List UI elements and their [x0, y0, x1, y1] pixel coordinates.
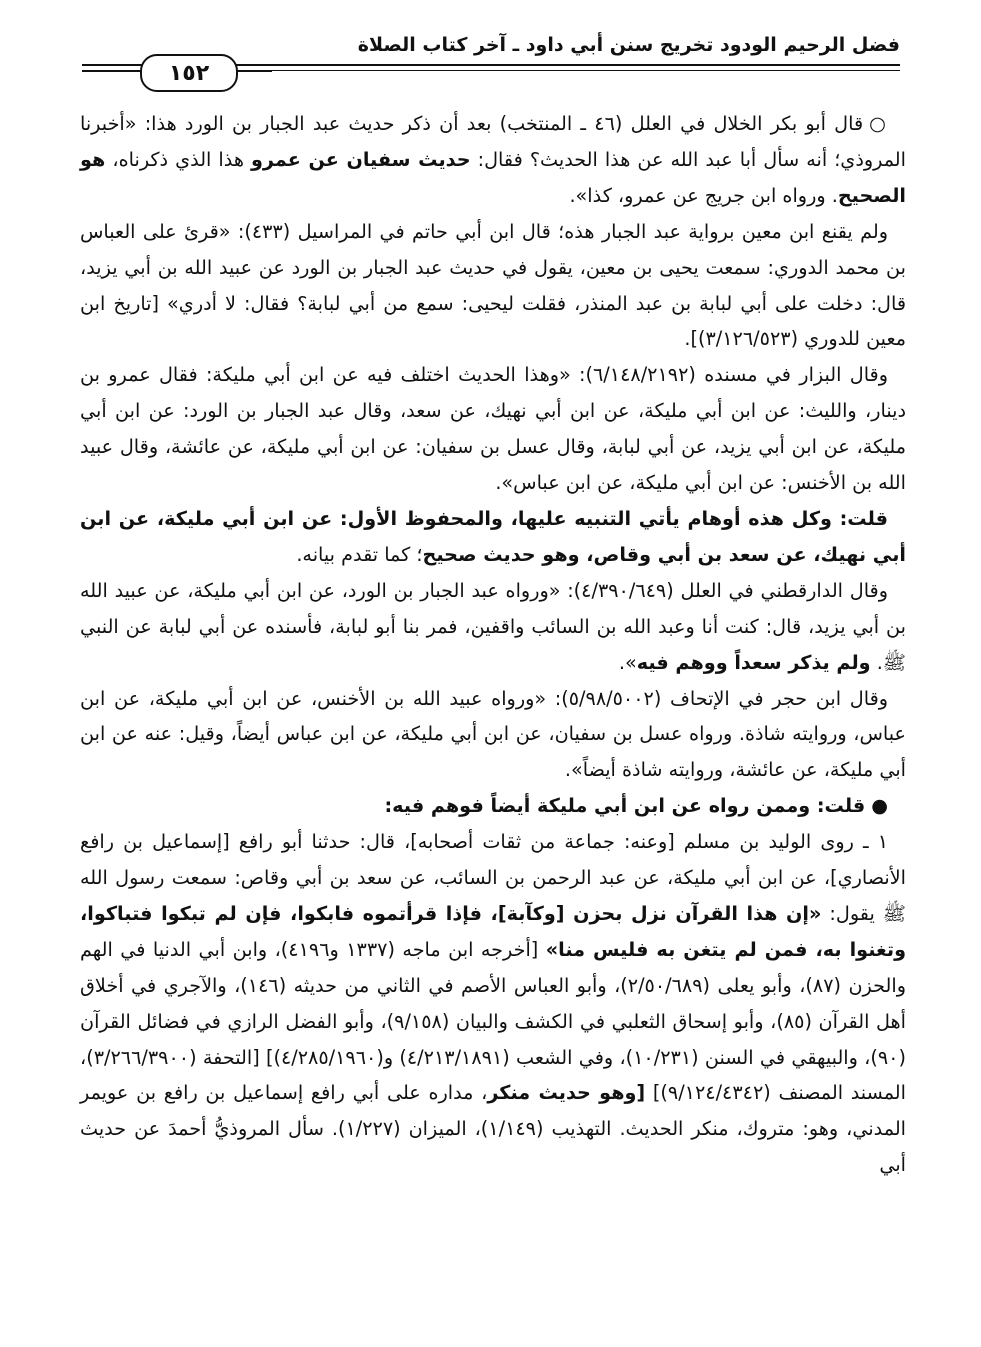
filled-circle-marker: ●	[871, 794, 888, 818]
paragraph	[80, 681, 906, 789]
text-segment: وقال ابن حجر في الإتحاف (٥/٩٨/٥٠٠٢): «ورواه عبيد الله بن الأخنس، عن ابن أبي مليكة، عن ابن عباس، وروايته شاذة. ورواه عسل بن سفيان، عن ابن أبي مليكة، عن ابن عباس أيضاً، وقيل: عنه عن ابن أبي مليكة، عن عائشة، وروايته شاذة أيضاً».	[80, 686, 906, 782]
text-segment: قال أبو بكر الخلال في العلل (٤٦ ـ المنتخب) بعد أن ذكر حديث عبد الجبار بن الورد هذا: «أخبرنا المروذي؛ أنه سأل أبا عبد الله عن هذا الحديث؟ فقال:	[80, 112, 906, 171]
bold-text: «إن هذا القرآن نزل بحزن [وكآبة]، فإذا قرأتموه فابكوا، فإن لم تبكوا فتباكوا، وتغنوا به، فمن لم يتغن به فليس منا»	[80, 901, 907, 961]
paragraph	[80, 824, 906, 1183]
bold-text: قلت: وكل هذه أوهام يأتي التنبيه عليها، والمحفوظ الأول: عن ابن أبي مليكة، عن ابن أبي نهيك، عن سعد بن أبي وقاص، وهو حديث صحيح	[80, 506, 906, 566]
bold-text: هو الصحيح	[80, 147, 906, 207]
text-segment: ؛ كما تقدم بيانه.	[296, 542, 423, 566]
hollow-circle-marker: ○	[869, 112, 888, 135]
bold-text: ولم يذكر سعداً ووهم فيه	[636, 650, 871, 674]
badge-ornament-right	[232, 70, 272, 72]
text-segment: ، مداره على أبي رافع إسماعيل بن رافع بن عويمر المدني، وهو: متروك، منكر الحديث. التهذيب (١/١٤٩)، الميزان (١/٢٢٧). سأل المروذيُّ أحمدَ عن حديث أبي	[80, 1081, 907, 1177]
bold-text: [وهو حديث منكر	[487, 1081, 646, 1105]
page-header	[82, 34, 900, 90]
paragraph	[80, 357, 906, 501]
badge-ornament-left	[82, 70, 142, 72]
paragraph	[80, 214, 906, 358]
text-segment: ».	[618, 650, 637, 674]
text-segment: وقال البزار في مسنده (٦/١٤٨/٢١٩٢): «وهذا الحديث اختلف فيه عن ابن أبي مليكة: فقال عمرو بن دينار، والليث: عن ابن أبي مليكة، عن ابن أبي نهيك، عن سعد، وقال عبد الجبار بن الورد: عن ابن أبي مليكة، عن ابن أبي يزيد، عن أبي لبابة، وقال عسل بن سفيان: عن ابن أبي مليكة، عن عائشة، وقال عبيد الله بن الأخنس: عن ابن أبي مليكة، عن ابن عباس».	[80, 363, 906, 495]
page-number-badge: ١٥٢	[140, 54, 238, 92]
text-segment: [أخرجه ابن ماجه (١٣٣٧ و٤١٩٦)، وابن أبي الدنيا في الهم والحزن (٨٧)، وأبو يعلى (٢/٥٠/٦٨٩)، وأبو العباس الأصم في الثاني من حديثه (١٤٦)، والآجري في أخلاق أهل القرآن (٨٥)، وأبو إسحاق الثعلبي في الكشف والبيان (٩/١٥٨)، وأبو الفضل الرازي في فضائل القرآن (٩٠)، والبيهقي في السنن (١٠/٢٣١)، وفي الشعب (٤/٢١٣/١٨٩١) و(٤/٢٨٥/١٩٦٠)] [التحفة (٣/٢٦٦/٣٩٠٠)، المسند المصنف (٩/١٢٤/٤٣٤٢)]	[80, 937, 906, 1105]
paragraph	[80, 573, 906, 681]
page-body	[80, 106, 906, 1183]
paragraph	[80, 501, 906, 573]
text-segment: . ورواه ابن جريج عن عمرو، كذا».	[569, 183, 838, 207]
text-segment: ١ ـ روى الوليد بن مسلم [وعنه: جماعة من ثقات أصحابه]، قال: حدثنا أبو رافع [إسماعيل بن رافع الأنصاري]، عن ابن أبي مليكة، عن عبد الرحمن بن السائب، عن سعد بن أبي وقاص: سمعت رسول الله ﷺ يقول:	[80, 830, 906, 925]
text-segment: ولم يقنع ابن معين برواية عبد الجبار هذه؛ قال ابن أبي حاتم في المراسيل (٤٣٣): «قرئ على العباس بن محمد الدوري: سمعت يحيى بن معين، يقول في حديث عبد الجبار بن الورد عن عبيد الله بن أبي يزيد، قال: دخلت على أبي لبابة بن عبد المنذر، فقلت ليحيى: سمع من أبي لبابة؟ فقال: لا أدري» [تاريخ ابن معين للدوري (٣/١٢٦/٥٢٣)].	[80, 219, 906, 351]
paragraph	[80, 788, 906, 824]
paragraph	[80, 106, 906, 214]
bold-text: قلت: وممن رواه عن ابن أبي مليكة أيضاً فوهم فيه:	[384, 794, 866, 818]
bold-text: حديث سفيان عن عمرو	[251, 147, 471, 171]
text-segment: وقال الدارقطني في العلل (٤/٣٩٠/٦٤٩): «ورواه عبد الجبار بن الورد، عن ابن أبي مليكة، عن عبيد الله بن أبي يزيد، قال: كنت أنا وعبد الله بن السائب واقفين، فمر بنا أبو لبابة، فأسنده عن أبي لبابة عن النبي ﷺ.	[80, 578, 906, 674]
text-segment: هذا الذي ذكرناه،	[105, 147, 251, 171]
running-title: فضل الرحيم الودود تخريج سنن أبي داود ـ آخر كتاب الصلاة	[357, 34, 900, 56]
